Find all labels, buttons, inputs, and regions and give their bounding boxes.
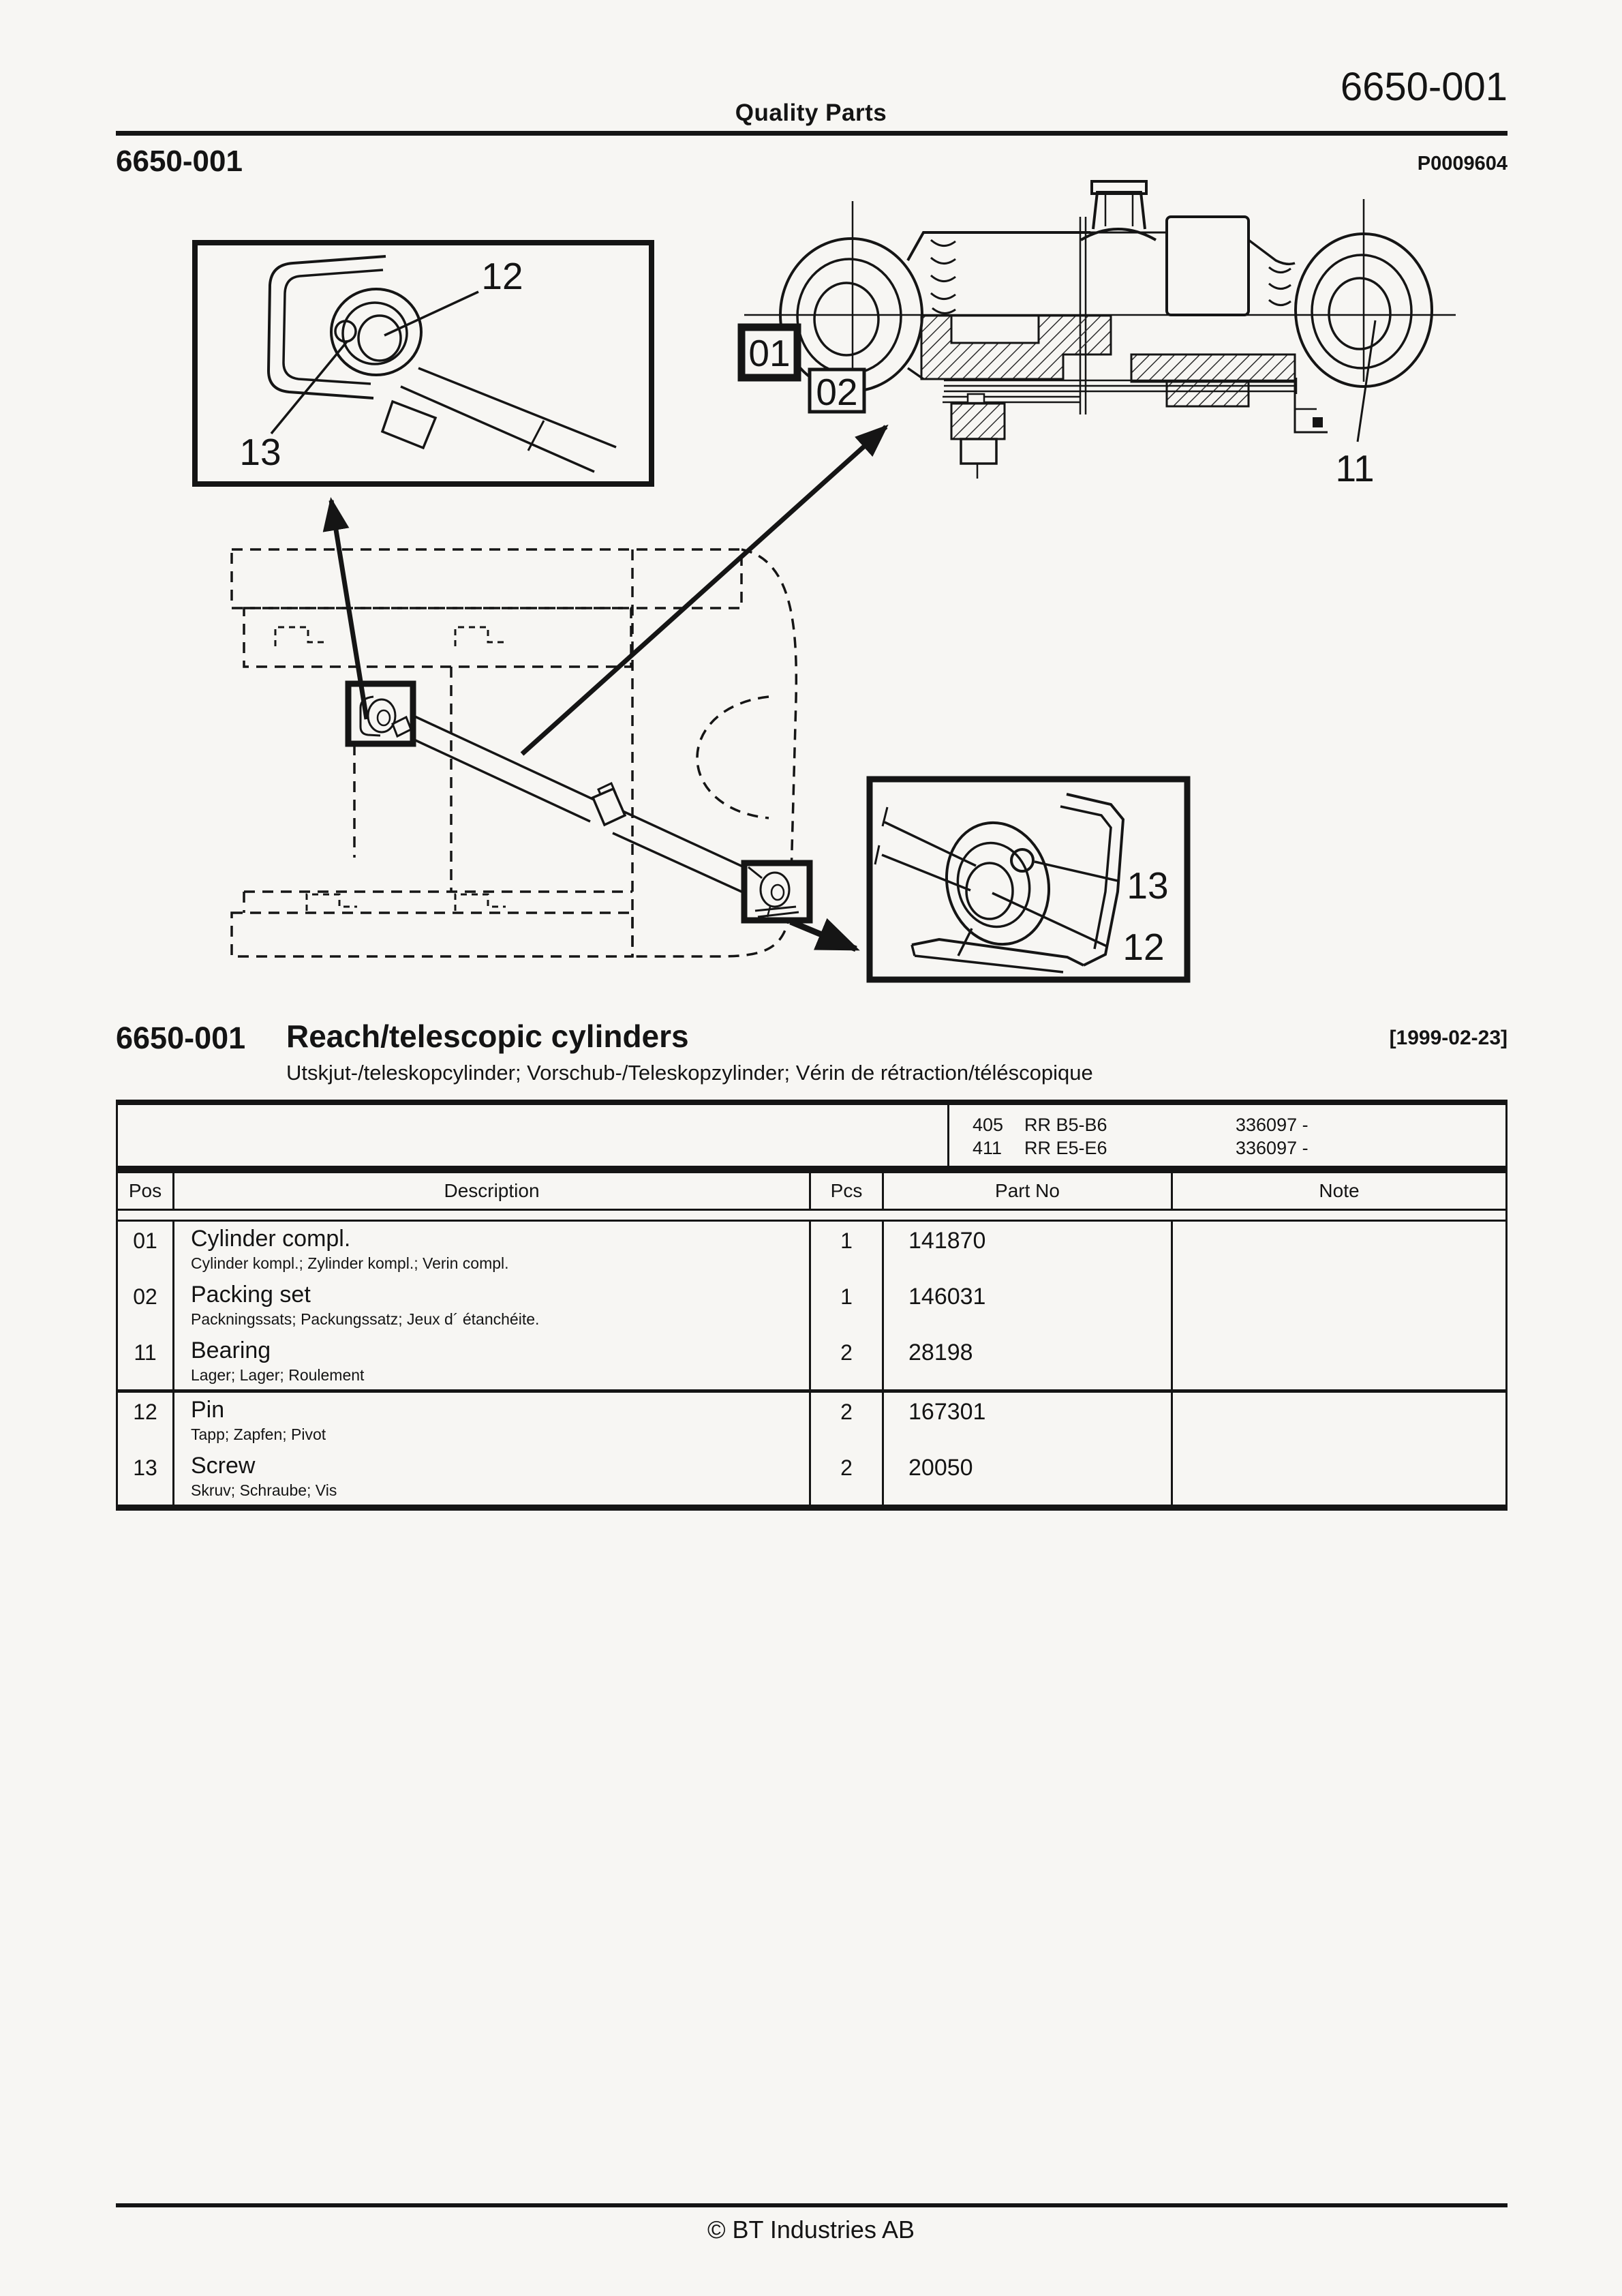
table-row — [118, 1333, 1505, 1389]
revision-date: [1999-02-23] — [1389, 1027, 1508, 1049]
cell-partno: 146031 — [882, 1278, 1171, 1333]
brand-title: Quality Parts — [735, 100, 887, 126]
cell-description-alt: Tapp; Zapfen; Pivot — [191, 1425, 326, 1443]
model-code: 405 — [973, 1115, 1004, 1135]
parts-diagram — [0, 0, 1622, 1023]
footer-copyright: © BT Industries AB — [707, 2216, 915, 2244]
figure-reference: P0009604 — [1417, 153, 1508, 175]
footer-rule — [116, 2203, 1508, 2207]
cell-pcs: 1 — [809, 1278, 882, 1333]
cell-pos: 02 — [133, 1284, 157, 1309]
cell-description: Screw — [191, 1453, 256, 1479]
callout-13-upper: 13 — [239, 431, 281, 473]
cell-note — [1171, 1393, 1505, 1449]
callout-11: 11 — [1335, 447, 1375, 489]
spring-marks-right — [1269, 267, 1291, 305]
column-header-pcs: Pcs — [809, 1173, 882, 1209]
header-separator — [118, 1209, 1505, 1222]
table-row — [118, 1389, 1505, 1449]
cell-pos: 01 — [133, 1228, 157, 1253]
callout-02: 02 — [816, 371, 858, 413]
cell-partno: 20050 — [882, 1449, 1171, 1505]
cell-pos: 12 — [133, 1400, 157, 1424]
spring-marks-left — [931, 240, 955, 314]
model-name: RR B5-B6 — [1024, 1115, 1107, 1135]
cell-description: Cylinder compl. — [191, 1226, 351, 1252]
cell-note — [1171, 1222, 1505, 1278]
cell-partno: 28198 — [882, 1333, 1171, 1389]
table-row — [118, 1222, 1505, 1278]
column-header-pos: Pos — [128, 1180, 162, 1201]
cell-note — [1171, 1449, 1505, 1505]
table-header-row — [118, 1173, 1505, 1209]
model-code: 411 — [973, 1138, 1003, 1158]
cell-description: Bearing — [191, 1338, 271, 1363]
cell-description-alt: Cylinder kompl.; Zylinder kompl.; Verin compl. — [191, 1254, 509, 1272]
page-subtitle: Utskjut-/teleskopcylinder; Vorschub-/Teleskopzylinder; Vérin de rétraction/téléscopique — [286, 1061, 1093, 1085]
section-number-header: 6650-001 — [116, 145, 243, 178]
telescopic-cylinder-installed — [398, 713, 765, 898]
cell-description: Packing set — [191, 1282, 311, 1308]
cell-pcs: 2 — [809, 1393, 882, 1449]
model-line — [973, 1136, 1505, 1160]
inset-detail-bottom-right — [870, 779, 1187, 980]
callout-13-lower: 13 — [1127, 864, 1169, 907]
callout-01: 01 — [748, 332, 791, 374]
column-header-note: Note — [1171, 1173, 1505, 1209]
truck-outline-dashed — [232, 549, 796, 956]
model-name: RR E5-E6 — [1024, 1138, 1107, 1158]
cell-partno: 141870 — [882, 1222, 1171, 1278]
cell-description-alt: Packningssats; Packungssatz; Jeux d´ étanchéite. — [191, 1310, 540, 1328]
model-serial: 336097 - — [1236, 1138, 1309, 1158]
section-number: 6650-001 — [116, 1021, 246, 1055]
cell-description-alt: Lager; Lager; Roulement — [191, 1366, 365, 1384]
callout-12-lower: 12 — [1122, 926, 1165, 968]
model-band-spacer — [118, 1105, 949, 1166]
model-applicability-band — [118, 1105, 1505, 1173]
parts-table — [116, 1100, 1508, 1511]
cell-pcs: 2 — [809, 1449, 882, 1505]
cell-pcs: 2 — [809, 1333, 882, 1389]
cell-pos: 13 — [133, 1455, 157, 1480]
cell-pos: 11 — [134, 1340, 157, 1365]
cell-pcs: 1 — [809, 1222, 882, 1278]
arrow-to-lower-inset — [791, 922, 856, 949]
model-line — [973, 1113, 1505, 1136]
cell-description-alt: Skruv; Schraube; Vis — [191, 1481, 337, 1499]
callout-12-upper: 12 — [481, 255, 523, 297]
cell-partno: 167301 — [882, 1393, 1171, 1449]
column-header-description: Description — [172, 1173, 809, 1209]
cylinder-assembly-section — [741, 181, 1456, 489]
cell-note — [1171, 1333, 1505, 1389]
inset-detail-top-left — [195, 243, 652, 484]
column-header-partno: Part No — [882, 1173, 1171, 1209]
cell-note — [1171, 1278, 1505, 1333]
model-serial: 336097 - — [1236, 1115, 1309, 1135]
mount-highlight-box-upper — [348, 684, 413, 744]
mount-highlight-box-lower — [744, 863, 810, 920]
page-title: Reach/telescopic cylinders — [286, 1018, 689, 1054]
document-number: 6650-001 — [1340, 65, 1508, 109]
table-row — [118, 1278, 1505, 1333]
table-row — [118, 1449, 1505, 1505]
cell-description: Pin — [191, 1397, 225, 1423]
